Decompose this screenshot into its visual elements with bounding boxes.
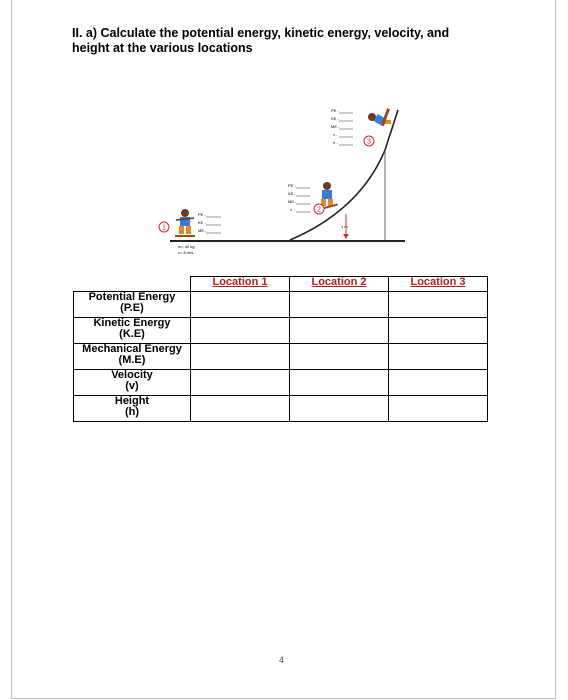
answer-cell[interactable] bbox=[389, 318, 488, 344]
svg-text:PE -: PE - bbox=[288, 183, 296, 188]
table-row bbox=[74, 292, 488, 318]
answer-cell[interactable] bbox=[389, 370, 488, 396]
answer-cell[interactable] bbox=[191, 396, 290, 422]
row-label-potential-energy: Potential Energy (P.E) bbox=[74, 292, 191, 318]
answer-cell[interactable] bbox=[191, 318, 290, 344]
column-header-location-1: Location 1 bbox=[191, 277, 290, 292]
svg-text:PE -: PE - bbox=[331, 108, 339, 113]
answer-cell[interactable] bbox=[191, 370, 290, 396]
energy-table bbox=[73, 276, 488, 422]
ramp-curve bbox=[290, 110, 398, 240]
svg-text:2: 2 bbox=[317, 206, 321, 214]
column-header-location-2: Location 2 bbox=[290, 277, 389, 292]
given-velocity: v= 8 m/s bbox=[178, 250, 194, 255]
table-row bbox=[74, 318, 488, 344]
location-marker-2 bbox=[314, 204, 324, 214]
location-marker-1 bbox=[159, 222, 169, 232]
row-label-mechanical-energy: Mechanical Energy (M.E) bbox=[74, 344, 191, 370]
svg-text:h -: h - bbox=[333, 140, 338, 145]
answer-cell[interactable] bbox=[290, 370, 389, 396]
energy-labels-location-1 bbox=[198, 212, 221, 233]
table-corner-cell bbox=[74, 277, 191, 292]
svg-text:ME -: ME - bbox=[331, 124, 340, 129]
svg-text:KE -: KE - bbox=[198, 220, 206, 225]
skater-location-1 bbox=[175, 209, 195, 237]
table-row bbox=[74, 344, 488, 370]
table-header-row bbox=[74, 277, 488, 292]
svg-text:KE -: KE - bbox=[331, 116, 339, 121]
answer-cell[interactable] bbox=[191, 344, 290, 370]
energy-labels-location-3 bbox=[331, 108, 353, 145]
answer-cell[interactable] bbox=[290, 396, 389, 422]
height-label: 1 m bbox=[341, 224, 348, 229]
answer-cell[interactable] bbox=[389, 292, 488, 318]
row-label-height: Height (h) bbox=[74, 396, 191, 422]
svg-text:KE -: KE - bbox=[288, 191, 296, 196]
table-row bbox=[74, 396, 488, 422]
answer-cell[interactable] bbox=[290, 344, 389, 370]
page-number: 4 bbox=[279, 655, 285, 665]
heading-line-1: II. a) Calculate the potential energy, kinetic energy, velocity, and bbox=[72, 26, 450, 40]
svg-text:3: 3 bbox=[367, 138, 371, 146]
heading-line-2: height at the various locations bbox=[72, 41, 253, 55]
energy-labels-location-2 bbox=[288, 183, 310, 212]
height-arrow-head bbox=[343, 234, 349, 239]
answer-cell[interactable] bbox=[389, 344, 488, 370]
svg-text:PE -: PE - bbox=[198, 212, 206, 217]
skateboard-ramp-diagram bbox=[0, 0, 568, 270]
answer-cell[interactable] bbox=[290, 292, 389, 318]
skater-location-3 bbox=[368, 108, 391, 126]
svg-text:1: 1 bbox=[162, 224, 166, 232]
row-label-velocity: Velocity (v) bbox=[74, 370, 191, 396]
answer-cell[interactable] bbox=[389, 396, 488, 422]
svg-text:ME -: ME - bbox=[288, 199, 297, 204]
location-marker-3 bbox=[364, 136, 374, 146]
svg-text:v -: v - bbox=[290, 207, 295, 212]
given-mass: m= 40 kg bbox=[178, 244, 195, 249]
svg-text:v -: v - bbox=[333, 132, 338, 137]
column-header-location-3: Location 3 bbox=[389, 277, 488, 292]
table-row bbox=[74, 370, 488, 396]
answer-cell[interactable] bbox=[191, 292, 290, 318]
svg-text:ME -: ME - bbox=[198, 228, 207, 233]
answer-cell[interactable] bbox=[290, 318, 389, 344]
row-label-kinetic-energy: Kinetic Energy (K.E) bbox=[74, 318, 191, 344]
